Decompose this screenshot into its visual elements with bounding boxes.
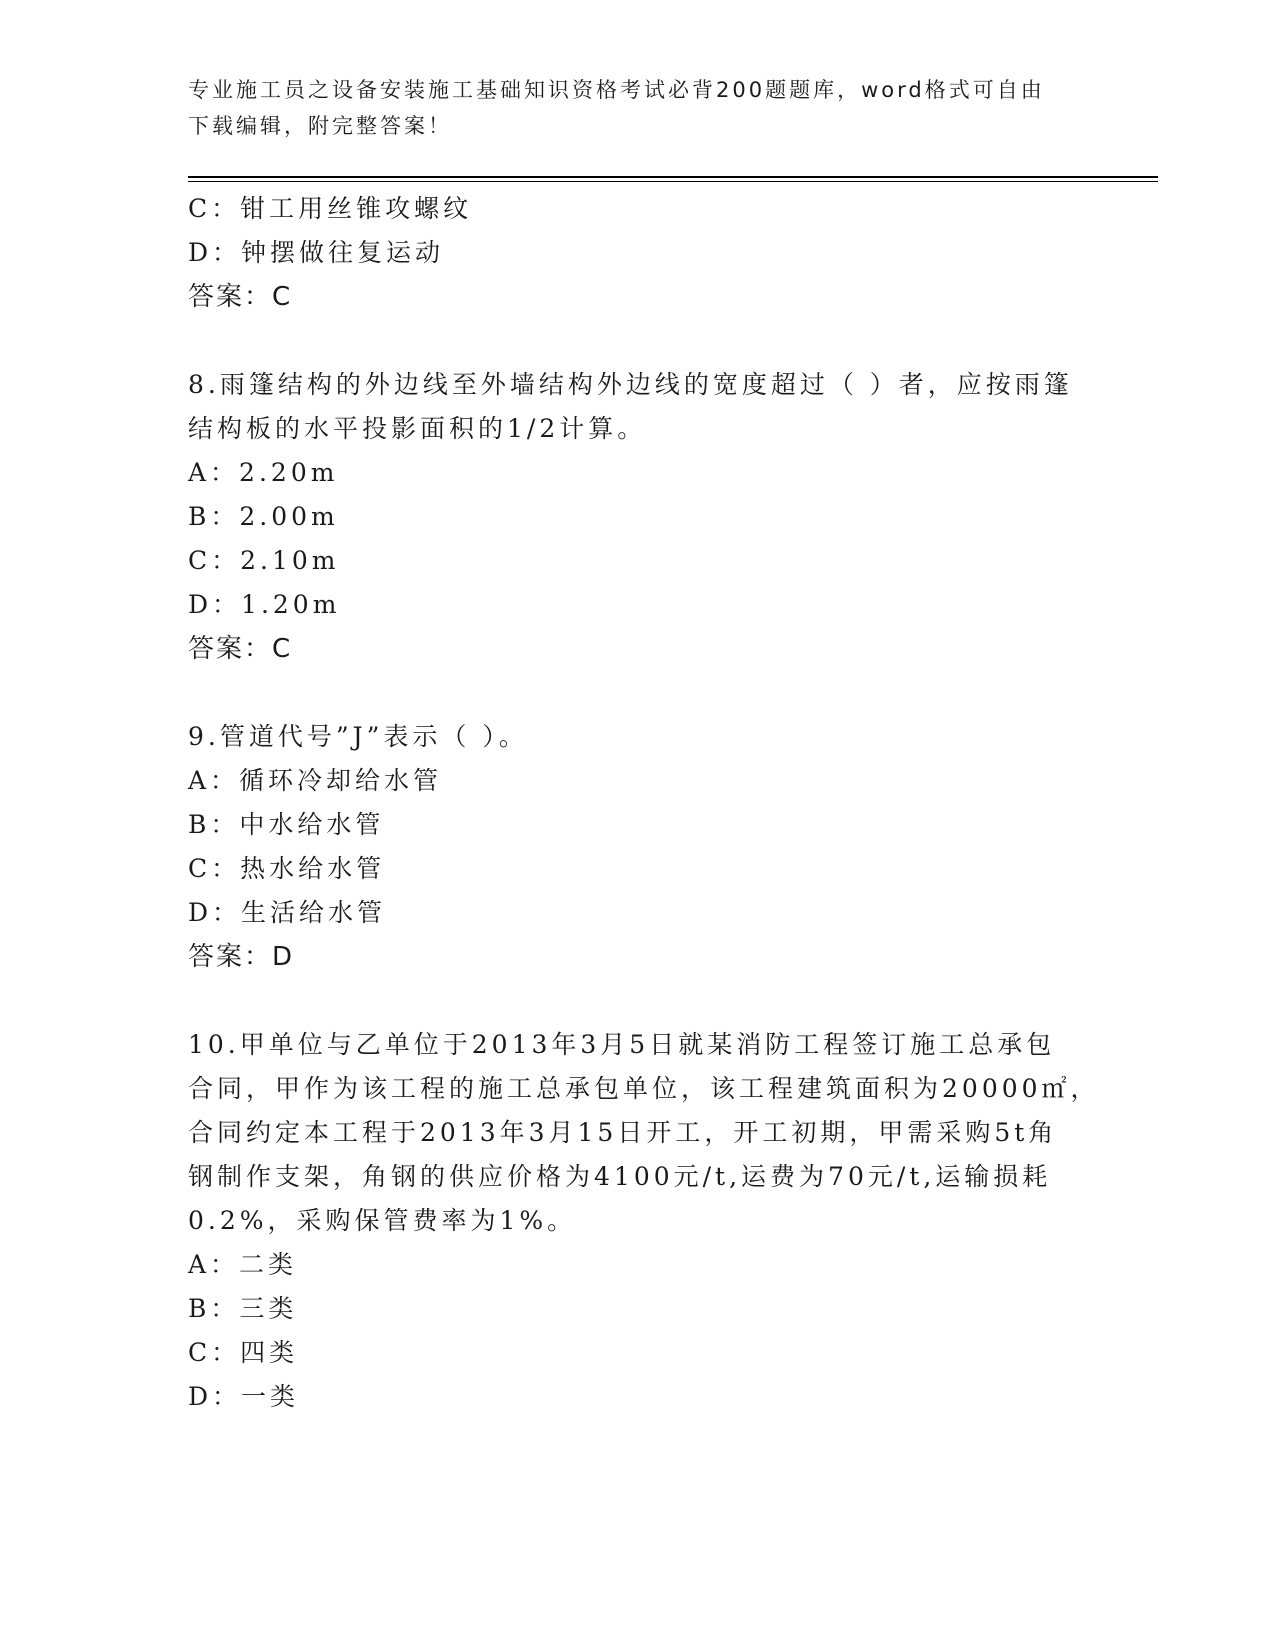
q10-option-d: D：一类 <box>188 1382 300 1411</box>
q7-option-d: D：钟摆做往复运动 <box>188 238 445 267</box>
q8-option-d: D：1.20m <box>188 590 341 619</box>
q10-option-a: A：二类 <box>188 1250 298 1279</box>
q9-option-a: A：循环冷却给水管 <box>188 766 443 795</box>
q8-option-c: C：2.10m <box>188 546 340 575</box>
q8-stem-line-2: 结构板的水平投影面积的1/2计算。 <box>188 414 647 443</box>
document-header <box>188 72 1088 144</box>
header-rule-thin <box>188 181 1158 182</box>
header-line-1: 专业施工员之设备安装施工基础知识资格考试必背200题题库，word格式可自由 <box>188 78 1045 102</box>
q9-stem: 9.管道代号”J”表示（ ）。 <box>188 722 528 751</box>
q8-option-a: A：2.20m <box>188 458 339 487</box>
q10-option-c: C：四类 <box>188 1338 299 1367</box>
header-line-2: 下载编辑，附完整答案！ <box>188 114 452 138</box>
q10-stem-line-1: 10.甲单位与乙单位于2013年3月5日就某消防工程签订施工总承包 <box>188 1030 1056 1059</box>
q8-answer: 答案：C <box>188 634 293 664</box>
q10-option-b: B：三类 <box>188 1294 298 1323</box>
q10-stem-line-5: 0.2%，采购保管费率为1%。 <box>188 1206 577 1235</box>
q9-answer: 答案：D <box>188 942 295 972</box>
q9-option-b: B：中水给水管 <box>188 810 385 839</box>
q9-option-d: D：生活给水管 <box>188 898 387 927</box>
header-rule-thick <box>188 176 1158 178</box>
q10-stem-line-2: 合同，甲作为该工程的施工总承包单位，该工程建筑面积为20000㎡， <box>188 1074 1100 1103</box>
q8-option-b: B：2.00m <box>188 502 339 531</box>
q10-stem-line-4: 钢制作支架，角钢的供应价格为4100元/t,运费为70元/t,运输损耗 <box>188 1162 1052 1191</box>
q8-stem-line-1: 8.雨篷结构的外边线至外墙结构外边线的宽度超过（ ）者，应按雨篷 <box>188 370 1073 399</box>
q7-answer: 答案：C <box>188 282 293 312</box>
q10-stem-line-3: 合同约定本工程于2013年3月15日开工，开工初期，甲需采购5t角 <box>188 1118 1058 1147</box>
q7-option-c: C：钳工用丝锥攻螺纹 <box>188 194 473 223</box>
q9-option-c: C：热水给水管 <box>188 854 386 883</box>
